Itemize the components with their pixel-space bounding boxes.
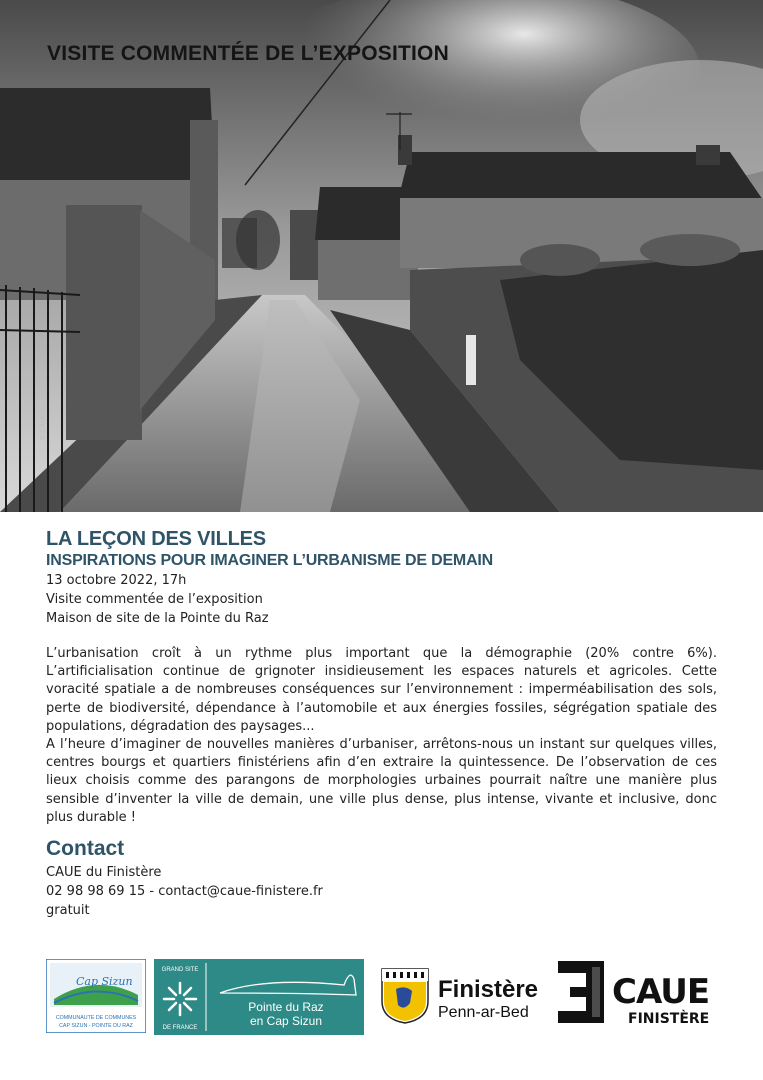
grand-site-bottom: DE FRANCE (162, 1025, 198, 1031)
event-subtitle: INSPIRATIONS POUR IMAGINER L’URBANISME DE DEMAIN (46, 552, 494, 569)
partner-logos (46, 955, 726, 1035)
contact-heading: Contact (46, 837, 125, 860)
grand-site-name2: en Cap Sizun (249, 1014, 323, 1028)
finistere-sub: Penn-ar-Bed (438, 1004, 529, 1021)
description-paragraph-2: A l’heure d’imaginer de nouvelles manières d’urbaniser, arrêtons-nous un instant sur quelques villes, centres bourgs et quartiers finistériens afin d’en extraire la quintessence. De l’observation de ces lieux choisis comme des parangons de morphologies urbaines pourrait naître une manière plus sensible d’inventer la ville de demain, une ville plus dense, plus intense, vivante et inclusive, donc plus durable ! (46, 737, 717, 825)
event-date: 13 octobre 2022, 17h (46, 573, 187, 588)
caue-name: CAUE (612, 972, 710, 1012)
logo-finistere (380, 965, 540, 1025)
village-lane-photo (0, 0, 763, 512)
cap-sizun-icon (46, 959, 146, 1033)
grand-site-top: GRAND SITE (161, 967, 199, 973)
logo-caue (556, 959, 722, 1029)
finistere-name: Finistère (438, 976, 539, 1003)
cap-sizun-line2: CAP SIZUN - POINTE DU RAZ (59, 1023, 133, 1029)
event-info (46, 527, 726, 628)
page-header-title: VISITE COMMENTÉE DE L’EXPOSITION (47, 42, 449, 65)
logo-cap-sizun (46, 959, 146, 1033)
grand-site-name1: Pointe du Raz (248, 1000, 324, 1014)
caue-sub: FINISTÈRE (628, 1011, 710, 1027)
hero-photo (0, 0, 763, 512)
description (46, 645, 717, 827)
caue-mark-icon (556, 959, 722, 1029)
logo-grand-site (154, 959, 364, 1035)
event-place: Maison de site de la Pointe du Raz (46, 611, 269, 626)
description-paragraph-1: L’urbanisation croît à un rythme plus important que la démographie (20% contre 6%). L’artificialisation continue de grignoter insidieusement les espaces naturels et agricoles. Cette voracité spatiale a de nombreuses conséquences sur l’environnement : imperméabilisation des sols, perte de biodiversité, dépendance à l’automobile et aux énergies fossiles, ségrégation spatiale des populations, dégradation des paysages... (46, 646, 717, 734)
cap-sizun-script: Cap Sizun (76, 975, 133, 988)
contact-phone-email[interactable]: 02 98 98 69 15 - contact@caue-finistere.fr (46, 884, 323, 899)
grand-site-icon (154, 959, 364, 1035)
photo-credit: © CAUE29 (40, 405, 47, 440)
contact-org: CAUE du Finistère (46, 865, 162, 880)
contact-price: gratuit (46, 903, 90, 918)
event-type: Visite commentée de l’exposition (46, 592, 263, 607)
finistere-shield-icon (380, 965, 540, 1025)
contact-section (46, 837, 446, 920)
event-title: LA LEÇON DES VILLES (46, 528, 266, 550)
cap-sizun-line1: COMMUNAUTE DE COMMUNES (55, 1015, 137, 1021)
